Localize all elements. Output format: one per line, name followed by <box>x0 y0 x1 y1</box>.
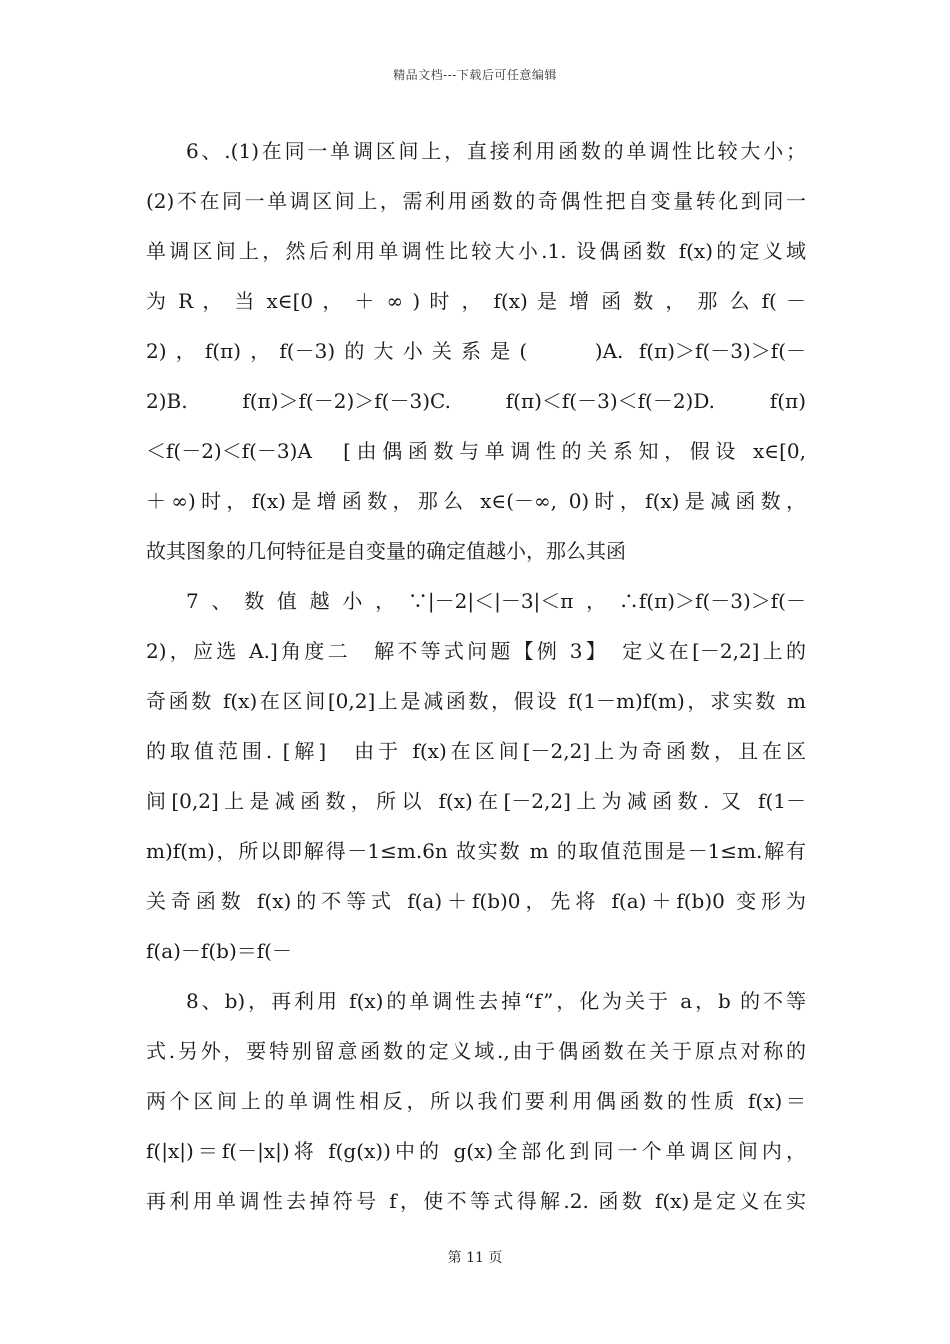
text-line: 6、.(1)在同一单调区间上，直接利用函数的单调性比较大小； <box>186 139 806 163</box>
text-line: 2)B. f(π)＞f(－2)＞f(－3)C. f(π)＜f(－3)＜f(－2)D. f(π) <box>146 389 806 413</box>
text-line: ＋∞)时，f(x)是增函数，那么 x∈(－∞, 0)时，f(x)是减函数， <box>146 489 806 513</box>
text-line: 8、b)，再利用 f(x)的单调性去掉“f”，化为关于 a，b 的不等 <box>186 989 806 1013</box>
text-line: ＜f(－2)＜f(－3)A [由偶函数与单调性的关系知，假设 x∈[0, <box>146 439 806 463</box>
text-line: 为 R ， 当 x∈[0 ， ＋ ∞ ) 时 ， f(x) 是 增 函 数 ， 那 么 f( － <box>146 289 806 313</box>
text-line: 2)，f(π)，f(－3)的大小关系是( )A. f(π)＞f(－3)＞f(－ <box>146 339 806 363</box>
page-header: 精品文档---下载后可任意编辑 <box>393 68 557 82</box>
text-line: 的取值范围. [解] 由于 f(x)在区间[－2,2]上为奇函数，且在区 <box>146 739 806 763</box>
text-line: f(a)－f(b)＝f(－ <box>146 939 292 963</box>
text-line: f(|x|)＝f(－|x|)将 f(g(x))中的 g(x)全部化到同一个单调区间内， <box>146 1139 806 1163</box>
text-line: 关奇函数 f(x)的不等式 f(a)＋f(b)0，先将 f(a)＋f(b)0 变形为 <box>146 889 806 913</box>
text-line: 两个区间上的单调性相反，所以我们要利用偶函数的性质 f(x)＝ <box>146 1089 806 1113</box>
text-line: (2)不在同一单调区间上，需利用函数的奇偶性把自变量转化到同一 <box>146 189 806 213</box>
text-line: 7、数值越小，∵|－2|＜|－3|＜π，∴f(π)＞f(－3)＞f(－ <box>186 589 806 613</box>
text-line: 间[0,2]上是减函数，所以 f(x)在[－2,2]上为减函数. 又 f(1－ <box>146 789 806 813</box>
document-body <box>146 126 806 1226</box>
text-line: 2)，应选 A.]角度二 解不等式问题【例 3】 定义在[－2,2]上的 <box>146 639 806 663</box>
text-line: 式.另外，要特别留意函数的定义域.,由于偶函数在关于原点对称的 <box>146 1039 806 1063</box>
page-number: 第 11 页 <box>447 1250 503 1266</box>
text-line: m)f(m)，所以即解得－1≤m.6n 故实数 m 的取值范围是－1≤m.解有 <box>146 839 806 863</box>
text-line: 单调区间上，然后利用单调性比较大小.1. 设偶函数 f(x)的定义域 <box>146 239 806 263</box>
text-line: 故其图象的几何特征是自变量的确定值越小，那么其函 <box>146 539 626 563</box>
text-line: 再利用单调性去掉符号 f，使不等式得解.2. 函数 f(x)是定义在实 <box>146 1189 806 1213</box>
text-line: 奇函数 f(x)在区间[0,2]上是减函数，假设 f(1－m)f(m)，求实数 m <box>146 689 806 713</box>
